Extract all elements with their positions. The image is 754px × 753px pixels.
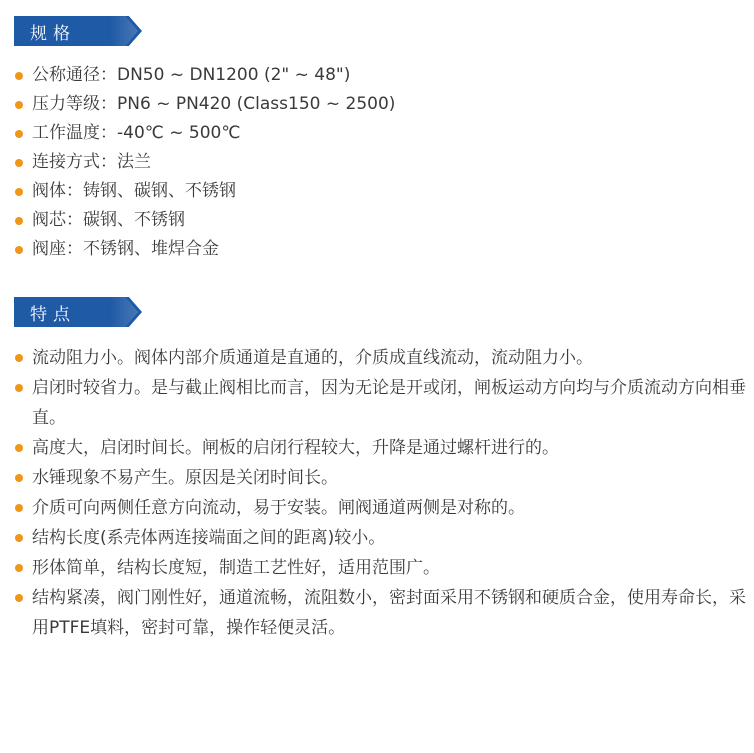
bullet-icon [15, 444, 23, 452]
list-item [14, 206, 395, 235]
bullet-icon [15, 246, 23, 254]
bullet-icon [15, 474, 23, 482]
list-item-text: 结构紧凑，阀门刚性好，通道流畅，流阻数小，密封面采用不锈钢和硬质合金，使用寿命长，采用PTFE填料，密封可靠，操作轻便灵活。 [32, 588, 746, 638]
list-item-text: 启闭时较省力。是与截止阀相比而言，因为无论是开或闭，闸板运动方向均与介质流动方向相垂直。 [32, 378, 746, 428]
header-arrow-highlight [110, 16, 138, 46]
list-item [14, 583, 750, 643]
list-item [14, 553, 750, 583]
list-item [14, 61, 395, 90]
bullet-icon [15, 534, 23, 542]
header-arrow-highlight [110, 297, 138, 327]
list-item-text: 阀体：铸钢、碳钢、不锈钢 [32, 181, 236, 201]
list-item-text: 高度大，启闭时间长。闸板的启闭行程较大，升降是通过螺杆进行的。 [32, 438, 559, 458]
spec-list [14, 61, 395, 264]
bullet-icon [15, 72, 23, 80]
bullet-icon [15, 188, 23, 196]
feature-list [14, 343, 750, 643]
list-item [14, 235, 395, 264]
bullet-icon [15, 130, 23, 138]
list-item [14, 493, 750, 523]
list-item-text: 连接方式：法兰 [32, 152, 151, 172]
list-item-text: 阀座：不锈钢、堆焊合金 [32, 239, 219, 259]
list-item [14, 373, 750, 433]
list-item-text: 工作温度：-40℃ ~ 500℃ [32, 123, 241, 143]
list-item-text: 介质可向两侧任意方向流动，易于安装。闸阀通道两侧是对称的。 [32, 498, 525, 518]
list-item [14, 119, 395, 148]
feature-section-header [14, 297, 142, 327]
list-item-text: 公称通径：DN50 ~ DN1200 (2" ~ 48") [32, 65, 351, 85]
list-item [14, 463, 750, 493]
bullet-icon [15, 159, 23, 167]
list-item-text: 水锤现象不易产生。原因是关闭时间长。 [32, 468, 338, 488]
list-item-text: 结构长度(系壳体两连接端面之间的距离)较小。 [32, 528, 386, 548]
feature-section-title: 特点 [30, 304, 76, 325]
bullet-icon [15, 101, 23, 109]
list-item-text: 流动阻力小。阀体内部介质通道是直通的，介质成直线流动，流动阻力小。 [32, 348, 593, 368]
list-item-text: 形体简单，结构长度短，制造工艺性好，适用范围广。 [32, 558, 440, 578]
list-item-text: 阀芯：碳钢、不锈钢 [32, 210, 185, 230]
list-item [14, 177, 395, 206]
bullet-icon [15, 564, 23, 572]
bullet-icon [15, 384, 23, 392]
list-item [14, 433, 750, 463]
bullet-icon [15, 594, 23, 602]
bullet-icon [15, 217, 23, 225]
list-item [14, 148, 395, 177]
bullet-icon [15, 354, 23, 362]
list-item [14, 90, 395, 119]
list-item-text: 压力等级：PN6 ~ PN420 (Class150 ~ 2500) [32, 94, 396, 114]
bullet-icon [15, 504, 23, 512]
list-item [14, 523, 750, 553]
list-item [14, 343, 750, 373]
spec-section-title: 规格 [30, 23, 76, 44]
spec-section-header [14, 16, 142, 46]
